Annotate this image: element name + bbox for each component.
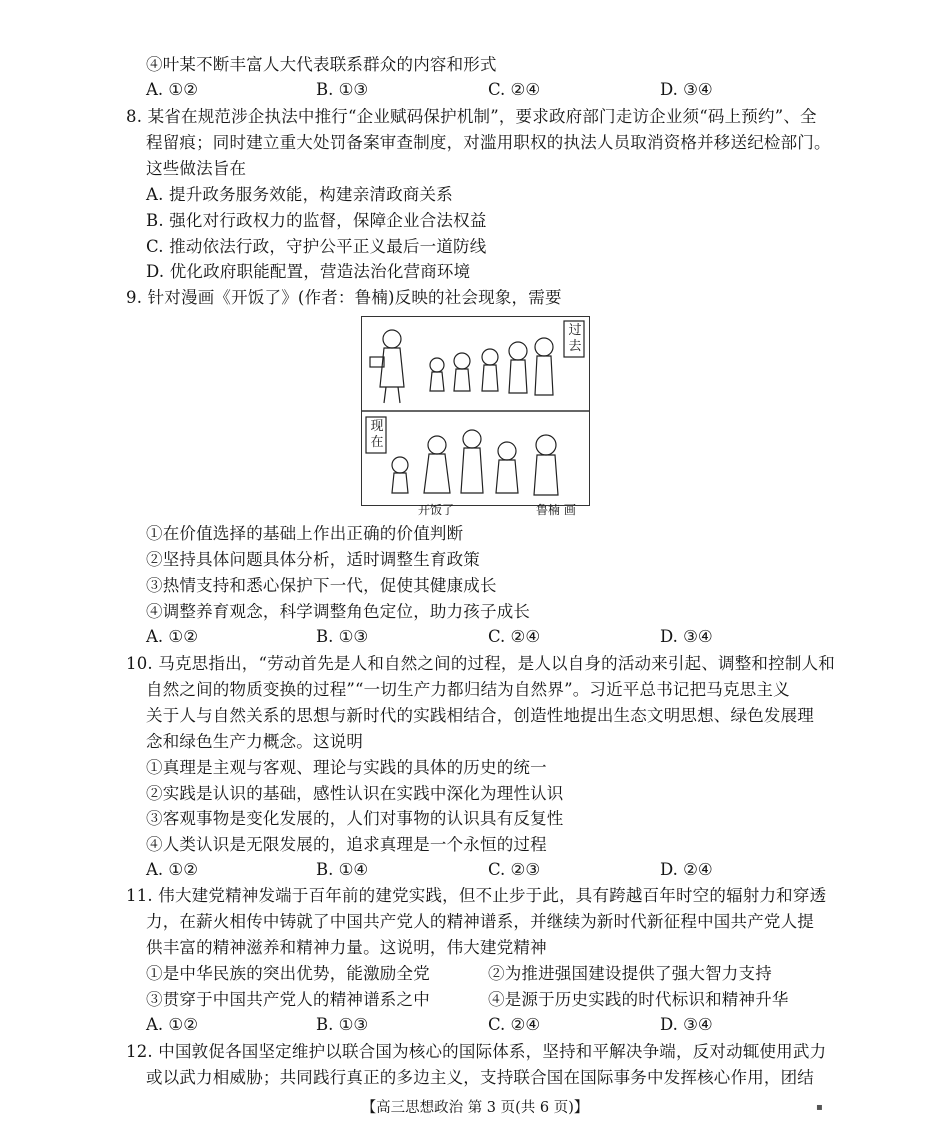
q8-choice-c: C. 推动依法行政，守护公平正义最后一道防线 [146,237,487,256]
q10-choice-a: A. ①② [146,860,198,879]
q10-stem-line-4: 念和绿色生产力概念。这说明 [146,732,364,751]
q10-choice-b: B. ①④ [316,860,369,879]
q10-item-3: ③客观事物是变化发展的，人们对事物的认识具有反复性 [146,809,564,828]
q11-stem-line-1: 11. 伟大建党精神发端于百年前的建党实践，但不止步于此，具有跨越百年时空的辐射力和穿透 [126,886,827,905]
page-footer: 【高三思想政治 第 3 页(共 6 页)】 [361,1100,589,1116]
q9-item-3: ③热情支持和悉心保护下一代，促使其健康成长 [146,576,497,595]
q9-item-4: ④调整养育观念，科学调整角色定位，助力孩子成长 [146,602,531,621]
cartoon-drawing [362,317,589,505]
q7-choice-a: A. ①② [146,80,198,99]
q10-stem-line-2: 自然之间的物质变换的过程”“一切生产力都归结为自然界”。习近平总书记把马克思主义 [146,680,790,699]
q10-stem-line-1: 10. 马克思指出，“劳动首先是人和自然之间的过程，是人以自身的活动来引起、调整和控制人和 [126,654,835,673]
q8-stem-line-1: 8. 某省在规范涉企执法中推行“企业赋码保护机制”，要求政府部门走访企业须“码上预约”、全 [126,107,817,126]
q8-choice-b: B. 强化对行政权力的监督，保障企业合法权益 [146,211,487,230]
q9-stem-line-1: 9. 针对漫画《开饭了》(作者：鲁楠)反映的社会现象，需要 [126,288,562,307]
q12-stem-line-1: 12. 中国敦促各国坚定维护以联合国为核心的国际体系，坚持和平解决争端，反对动辄使用武力 [126,1042,827,1061]
q8-choice-a: A. 提升政务服务效能，构建亲清政商关系 [146,185,453,204]
q10-item-2: ②实践是认识的基础，感性认识在实践中深化为理性认识 [146,784,564,803]
cartoon-caption-title: 开饭了 [418,503,455,517]
q11-choice-a: A. ①② [146,1015,198,1034]
q11-item-1: ①是中华民族的突出优势，能激励全党 [146,964,430,983]
q8-stem-line-3: 这些做法旨在 [146,159,247,178]
q9-item-1: ①在价值选择的基础上作出正确的价值判断 [146,524,464,543]
q7-choice-c: C. ②④ [488,80,541,99]
q9-item-2: ②坚持具体问题具体分析，适时调整生育政策 [146,550,480,569]
q9-choice-a: A. ①② [146,627,198,646]
q10-stem-line-3: 关于人与自然关系的思想与新时代的实践相结合，创造性地提出生态文明思想、绿色发展理 [146,706,814,725]
q9-choice-c: C. ②④ [488,627,541,646]
q10-choice-c: C. ②③ [488,860,541,879]
q7-item-4: ④叶某不断丰富人大代表联系群众的内容和形式 [146,55,497,74]
q11-item-4: ④是源于历史实践的时代标识和精神升华 [488,990,789,1009]
q11-choice-d: D. ③④ [660,1015,713,1034]
q7-choice-b: B. ①③ [316,80,369,99]
q9-choice-b: B. ①③ [316,627,369,646]
cartoon-image [361,316,590,506]
q10-item-1: ①真理是主观与客观、理论与实践的具体的历史的统一 [146,758,547,777]
cartoon-label-now: 现在 [370,419,384,450]
q11-item-2: ②为推进强国建设提供了强大智力支持 [488,964,772,983]
q10-choice-d: D. ②④ [660,860,713,879]
q11-stem-line-2: 力，在薪火相传中铸就了中国共产党人的精神谱系，并继续为新时代新征程中国共产党人提 [146,912,814,931]
q11-item-3: ③贯穿于中国共产党人的精神谱系之中 [146,990,430,1009]
q12-stem-line-2: 或以武力相威胁；共同践行真正的多边主义，支持联合国在国际事务中发挥核心作用，团结 [146,1068,814,1087]
q11-choice-c: C. ②④ [488,1015,541,1034]
q8-choice-d: D. 优化政府职能配置，营造法治化营商环境 [146,262,471,281]
q11-stem-line-3: 供丰富的精神滋养和精神力量。这说明，伟大建党精神 [146,938,547,957]
q9-choice-d: D. ③④ [660,627,713,646]
q10-item-4: ④人类认识是无限发展的，追求真理是一个永恒的过程 [146,835,547,854]
cartoon-label-past: 过去 [568,323,582,354]
cartoon-caption-author: 鲁楠 画 [536,503,576,517]
q7-choice-d: D. ③④ [660,80,713,99]
corner-mark: ▪ [816,1102,823,1113]
q8-stem-line-2: 程留痕；同时建立重大处罚备案审查制度，对滥用职权的执法人员取消资格并移送纪检部门。 [146,133,831,152]
q11-choice-b: B. ①③ [316,1015,369,1034]
